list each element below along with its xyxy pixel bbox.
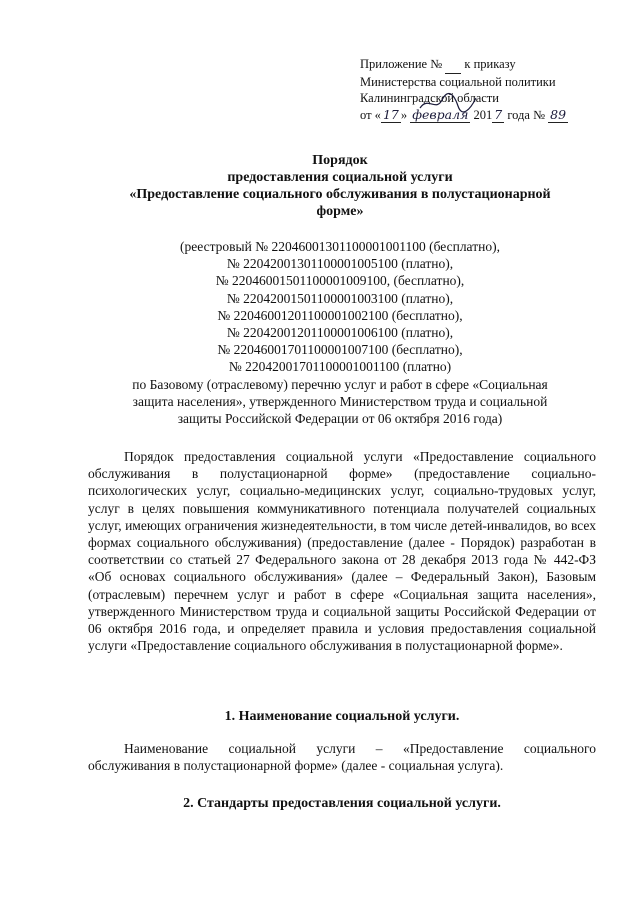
annex-date-from: от « xyxy=(360,107,381,122)
registry-line: № 22046001501100001009100, (бесплатно), xyxy=(215,273,465,289)
registry-line: защита населения», утвержденного Министерством труда и социальной xyxy=(132,393,548,409)
title-line-1: Порядок xyxy=(312,153,368,168)
annex-block xyxy=(360,56,620,123)
handwritten-day: 17 xyxy=(382,106,399,122)
registry-block xyxy=(75,238,605,427)
annex-line-1 xyxy=(360,56,620,74)
registry-line: № 22042001501100001003100 (платно), xyxy=(226,290,454,306)
annex-number-blank xyxy=(445,56,461,74)
annex-line-3: Калининградской области xyxy=(360,91,499,105)
registry-line: № 22042001701100001001100 (платно) xyxy=(228,359,452,375)
annex-year-prefix: 201 xyxy=(473,107,493,122)
annex-line-2: Министерства социальной политики xyxy=(360,74,556,89)
intro-paragraph: Порядок предоставления социальной услуги «Предоставление социального обслуживания в полустационарной форме» (предоставление социально-психологических услуг, социально-медицинских услуг, социально-трудовых услуг, услуг в целях повышения коммуникативного потенциала получателей социальных услуг, имеющих ограничения жизнедеятельности, в том числе детей-инвалидов, во всех формах социального обслуживания) (предоставление (далее - Порядок) разработан в соответствии со статьей 27 Федерального закона от 28 декабря 2013 года № 442-ФЗ «Об основах социального обслуживания» (далее – Федеральный Закон), Базовым (отраслевым) перечнем услуг и работ в сфере «Социальная защита населения», утвержденного Министерством труда и социальной защиты Российской Федерации от 06 октября 2016 года, и определяет правила и условия предоставления социальной услуги «Предоставление социального обслуживания в полустационарной форме». xyxy=(88,449,596,654)
signature-scribble-icon xyxy=(418,92,478,114)
annex-prefix: Приложение № xyxy=(360,57,443,71)
handwritten-month: февраля xyxy=(412,106,469,122)
section-1-text: Наименование социальной услуги – «Предоставление социального обслуживания в полустационарной форме» (далее - социальная услуга). xyxy=(88,741,596,774)
registry-line: № 22042001201100001006100 (платно), xyxy=(226,325,454,341)
section-1-heading: 1. Наименование социальной услуги. xyxy=(224,709,460,724)
registry-line: (реестровый № 22046001301100001001100 (бесплатно), xyxy=(180,239,500,254)
registry-line: защиты Российской Федерации от 06 октября 2016 года) xyxy=(177,411,503,427)
title-line-3: «Предоставление социального обслуживания в полустационарной xyxy=(129,187,551,202)
registry-line: № 22046001701100001007100 (бесплатно), xyxy=(217,342,463,358)
annex-suffix: к приказу xyxy=(464,57,516,71)
annex-line-4 xyxy=(360,107,620,124)
annex-number-label: года № xyxy=(507,107,545,122)
section-2-heading: 2. Стандарты предоставления социальной услуги. xyxy=(183,796,501,811)
registry-line: № 22046001201100001002100 (бесплатно), xyxy=(217,307,463,323)
registry-line: по Базовому (отраслевому) перечню услуг и работ в сфере «Социальная xyxy=(132,376,548,392)
title-line-4: форме» xyxy=(316,204,364,219)
registry-line: № 22042001301100001005100 (платно), xyxy=(226,256,454,272)
title-line-2: предоставления социальной услуги xyxy=(227,170,453,185)
handwritten-year-digit: 7 xyxy=(494,106,503,122)
handwritten-order-number: 89 xyxy=(550,106,567,122)
annex-date-quote: » xyxy=(400,107,408,122)
